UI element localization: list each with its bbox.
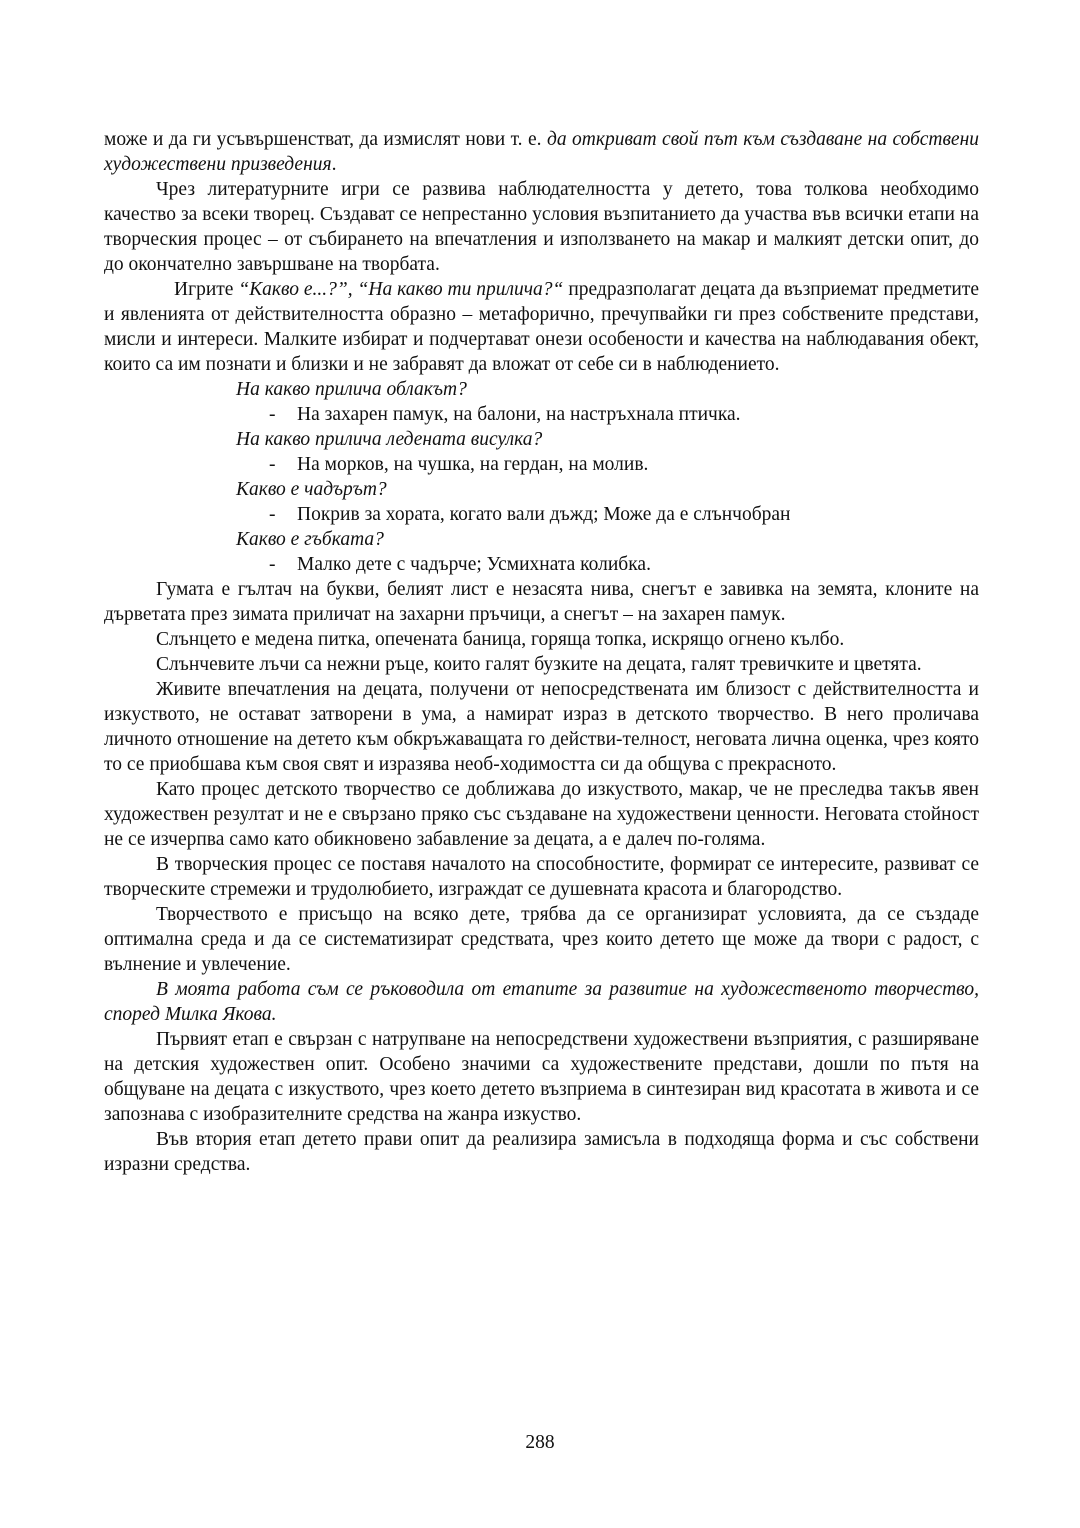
- question-1: На какво прилича облакът?: [236, 379, 467, 400]
- emphasis-text: да откриват свой път към създаване на собствени художествени призведения: [104, 129, 979, 175]
- answer-4: - Малко дете с чадърче; Усмихната колибка.: [269, 554, 651, 575]
- answer-3: - Покрив за хората, когато вали дъжд; Може да е слънчобран: [269, 504, 791, 525]
- question-3: Какво е чадърът?: [236, 479, 387, 500]
- paragraph-11: В моята работа съм се ръководила от етапите за развитие на художественото творчество, според Милка Якова.: [104, 979, 979, 1025]
- paragraph-1: може и да ги усъвършенстват, да измислят нови т. е. да откриват свой път към създаване на собствени художествени призведения.: [104, 129, 979, 175]
- paragraph-10: Творчеството е присъщо на всяко дете, трябва да се организират условията, да се създаде оптимална среда и да се систематизират средствата, чрез които детето ще може да твори с радост, с вълнение и увлечение.: [104, 904, 979, 975]
- paragraph-9: В творческия процес се поставя началото на способностите, формират се интересите, развиват се творческите стремежи и трудолюбието, изграждат се душевната красота и благородство.: [104, 854, 979, 900]
- paragraph-8: Като процес детското творчество се доближава до изкуството, макар, че не преследва такъв явен художествен резултат и не е свързано пряко със създаване на художествени ценности. Неговата стойност не се изчерпва само като обикновено забавление за децата, а е далеч по-голяма.: [104, 779, 979, 850]
- paragraph-5: Слънцето е медена питка, опечената баница, горяща топка, искрящо огнено кълбо.: [156, 629, 845, 650]
- game-titles: “Какво е...?”, “На какво ти прилича?“: [238, 279, 564, 300]
- answer-2: - На морков, на чушка, на гердан, на молив.: [269, 454, 649, 475]
- paragraph-3: Игрите “Какво е...?”, “На какво ти прилича?“ предразполагат децата да възприемат предметите и явленията от действителността образно – метафорично, пречупвайки ги през собствените представи, мисли и интереси. Малките избират и подчертават онези особености и качества на наблюдавания обект, които са им познати и близки и не забравят да вложат от себе си в наблюдението.: [104, 279, 979, 375]
- paragraph-13: Във втория етап детето прави опит да реализира замисъла в подходяща форма и със собствени изразни средства.: [104, 1129, 979, 1175]
- paragraph-2: Чрез литературните игри се развива наблюдателността у детето, това толкова необходимо качество за всеки творец. Създават се непрестанно условия възпитанието да участва във всички етапи на творческия процес – от събирането на впечатления и използването на макар и малкият детски опит, до до окончателно завършване на творбата.: [104, 179, 979, 275]
- paragraph-6: Слънчевите лъчи са нежни ръце, които галят бузките на децата, галят тревичките и цветята.: [156, 654, 922, 675]
- answer-1: - На захарен памук, на балони, на настръхнала птичка.: [269, 404, 741, 425]
- paragraph-4: Гумата е гълтач на букви, белият лист е незасята нива, снегът е завивка на земята, клоните на дърветата през зимата приличат на захарни пръчици, а снегът – на захарен памук.: [104, 579, 979, 625]
- page-number: 288: [525, 1432, 555, 1453]
- paragraph-12: Първият етап е свързан с натрупване на непосредствени художествени възприятия, с разширяване на детския художествен опит. Особено значими са художествените представи, дошли по пътя на общуване на децата с изкуството, чрез което детето възприема в синтезиран вид красотата в живота и се запознава с изобразителните средства на жанра изкуство.: [104, 1029, 979, 1125]
- question-2: На какво прилича ледената висулка?: [236, 429, 543, 450]
- question-4: Какво е гъбката?: [236, 529, 384, 550]
- document-body: [104, 127, 979, 1177]
- paragraph-7: Живите впечатления на децата, получени от непосредствената им близост с действителността и изкуството, не остават затворени в ума, а намират израз в детското творчество. В него проличава личното отношение на детето към обкръжаващата го действи-телност, неговата лична оценка, чрез която то се приобшава към своя свят и изразява необ-ходимостта си да общува с прекрасното.: [104, 679, 979, 775]
